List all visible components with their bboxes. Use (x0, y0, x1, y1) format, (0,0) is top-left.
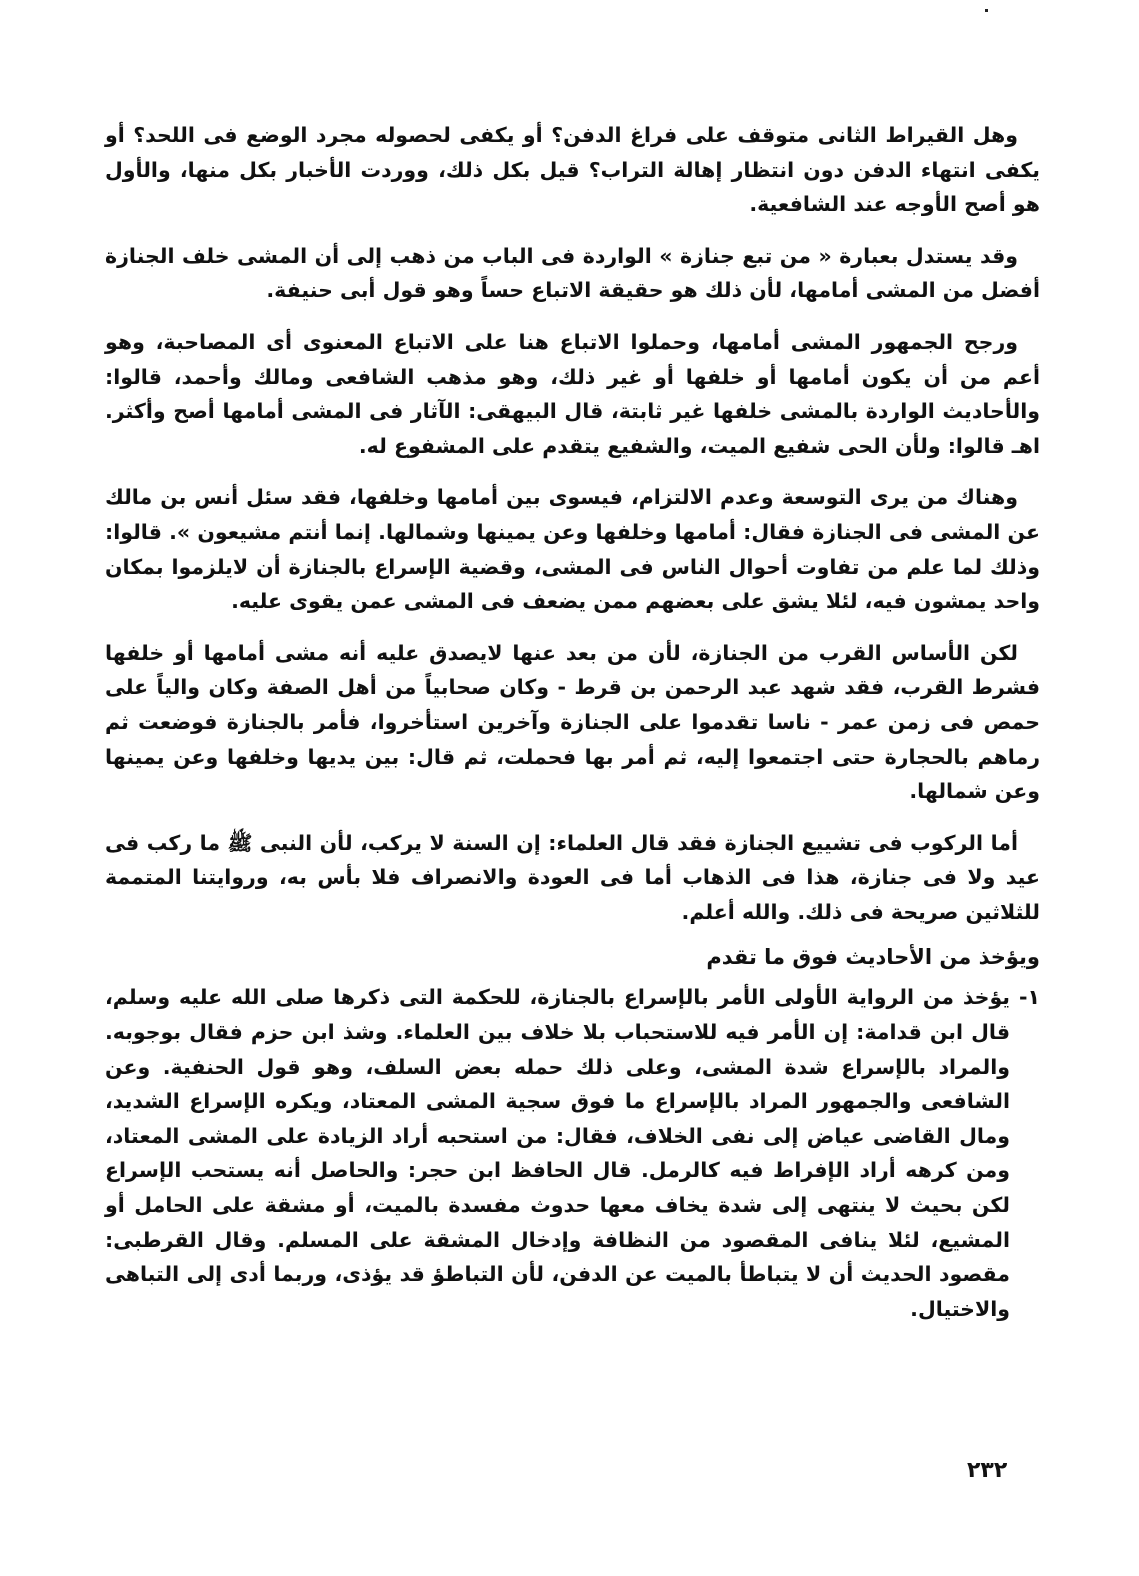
list-item (105, 980, 1040, 1326)
paragraph-1: وهل القيراط الثانى متوقف على فراغ الدفن؟ أو يكفى لحصوله مجرد الوضع فى اللحد؟ أو يكفى انتهاء الدفن دون انتظار إهالة التراب؟ قيل بكل ذلك، ووردت الأخبار بكل منها، والأول هو أصح الأوجه عند الشافعية. (105, 123, 1040, 217)
section-heading: ويؤخذ من الأحاديث فوق ما تقدم (706, 945, 1040, 970)
paragraph-3: ورجح الجمهور المشى أمامها، وحملوا الاتباع هنا على الاتباع المعنوى أى المصاحبة، وهو أعم من أن يكون أمامها أو خلفها أو غير ذلك، وهو مذهب الشافعى ومالك وأحمد، قالوا: والأحاديث الواردة بالمشى خلفها غير ثابتة، قال البيهقى: الآثار فى المشى أمامها أصح وأكثر. اهـ قالوا: ولأن الحى شفيع الميت، والشفيع يتقدم على المشفوع له. (105, 329, 1040, 458)
paragraph-4: وهناك من يرى التوسعة وعدم الالتزام، فيسوى بين أمامها وخلفها، فقد سئل أنس بن مالك عن المشى فى الجنازة فقال: أمامها وخلفها وعن يمينها وشمالها. إنما أنتم مشيعون ». قالوا: وذلك لما علم من تفاوت أحوال الناس فى المشى، وقضية الإسراع بالجنازة أن لايلزموا بمكان واحد يمشون فيه، لئلا يشق على بعضهم ممن يضعف فى المشى عمن يقوى عليه. (105, 485, 1040, 614)
list-item-number: ١- (1018, 985, 1040, 1010)
paragraph-5: لكن الأساس القرب من الجنازة، لأن من بعد عنها لايصدق عليه أنه مشى أمامها أو خلفها فشرط القرب، فقد شهد عبد الرحمن بن قرط - وكان صحابياً من أهل الصفة وكان والياً على حمص فى زمن عمر - ناسا تقدموا على الجنازة وآخرين استأخروا، فأمر بالجنازة فوضعت ثم رماهم بالحجارة حتى اجتمعوا إليه، ثم أمر بها فحملت، ثم قال: بين يديها وخلفها وعن يمينها وعن شمالها. (105, 640, 1040, 804)
paragraph-6: أما الركوب فى تشييع الجنازة فقد قال العلماء: إن السنة لا يركب، لأن النبى ﷺ ما ركب فى عيد ولا فى جنازة، هذا فى الذهاب أما فى العودة والانصراف فلا بأس به، وروايتنا المتممة للثلاثين صريحة فى ذلك. والله أعلم. (105, 830, 1040, 924)
page-number: ٢٣٢ (967, 1458, 1008, 1483)
page-body (105, 118, 1040, 1326)
list-item-text: يؤخذ من الرواية الأولى الأمر بالإسراع بالجنازة، للحكمة التى ذكرها صلى الله عليه وسلم، قال ابن قدامة: إن الأمر فيه للاستحباب بلا خلاف بين العلماء. وشذ ابن حزم فقال بوجوبه. والمراد بالإسراع شدة المشى، وعلى ذلك حمله بعض السلف، وهو قول الحنفية. وعن الشافعى والجمهور المراد بالإسراع ما فوق سجية المشى المعتاد، ويكره الإسراع الشديد، ومال القاضى عياض إلى نفى الخلاف، فقال: من استحبه أراد الزيادة على المشى المعتاد، ومن كرهه أراد الإفراط فيه كالرمل. قال الحافظ ابن حجر: والحاصل أنه يستحب الإسراع لكن بحيث لا ينتهى إلى شدة يخاف معها حدوث مفسدة بالميت، أو مشقة على الحامل أو المشيع، لئلا ينافى المقصود من النظافة وإدخال المشقة على المسلم. وقال القرطبى: مقصود الحديث أن لا يتباطأ بالميت عن الدفن، لأن التباطؤ قد يؤذى، وربما أدى إلى التباهى والاختيال. (105, 985, 1010, 1321)
paragraph-2: وقد يستدل بعبارة « من تبع جنازة » الواردة فى الباب من ذهب إلى أن المشى خلف الجنازة أفضل من المشى أمامها، لأن ذلك هو حقيقة الاتباع حساً وهو قول أبى حنيفة. (105, 243, 1040, 303)
scan-speck (985, 9, 988, 12)
